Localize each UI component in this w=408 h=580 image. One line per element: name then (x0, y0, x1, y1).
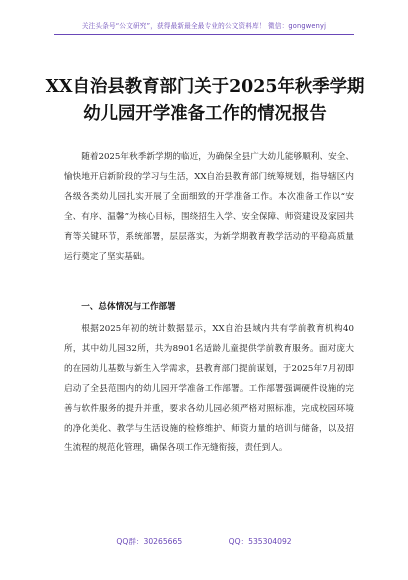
header-divider (54, 34, 354, 35)
section-paragraph: 根据2025年初的统计数据显示，XX自治县域内共有学前教育机构40所，其中幼儿园32所，共为8901名适龄儿童提供学前教育服务。面对庞大的在园幼儿基数与新生入学需求，县教育部门提前谋划，于2025年7月初即启动了全县范围内的幼儿园开学准备工作部署。工作部署强调硬件设施的完善与软件服务的提升并重，要求各幼儿园必须严格对照标准，完成校园环境的净化美化、教学与生活设施的检修维护、师资力量的培训与储备，以及招生流程的规范化管理，确保各项工作无缝衔接，责任到人。 (64, 324, 354, 454)
intro-paragraph: 随着2025年秋季新学期的临近，为确保全县广大幼儿能够顺利、安全、愉快地开启新阶段的学习与生活，XX自治县教育部门统筹规划，指导辖区内各级各类幼儿园扎实开展了全面细致的开学准备工作。本次准备工作以“安全、有序、温馨”为核心目标，围绕招生入学、安全保障、师资建设及家园共育等关键环节，系统部署，层层落实，为新学期教育教学活动的平稳高质量运行奠定了坚实基础。 (64, 152, 354, 262)
footer-qq: QQ：535304092 (228, 537, 292, 546)
document-title: XX自治县教育部门关于2025年秋季学期幼儿园开学准备工作的情况报告 (45, 77, 365, 124)
footer-qq-group: QQ群：30265665 (116, 537, 183, 546)
footer-contact (0, 536, 408, 547)
section-heading: 一、总体情况与工作部署 (81, 302, 176, 312)
header-banner: 关注头条号“公文研究”，获得最新最全最专业的公文资料库！ 微信：gongwenyj (81, 22, 327, 30)
